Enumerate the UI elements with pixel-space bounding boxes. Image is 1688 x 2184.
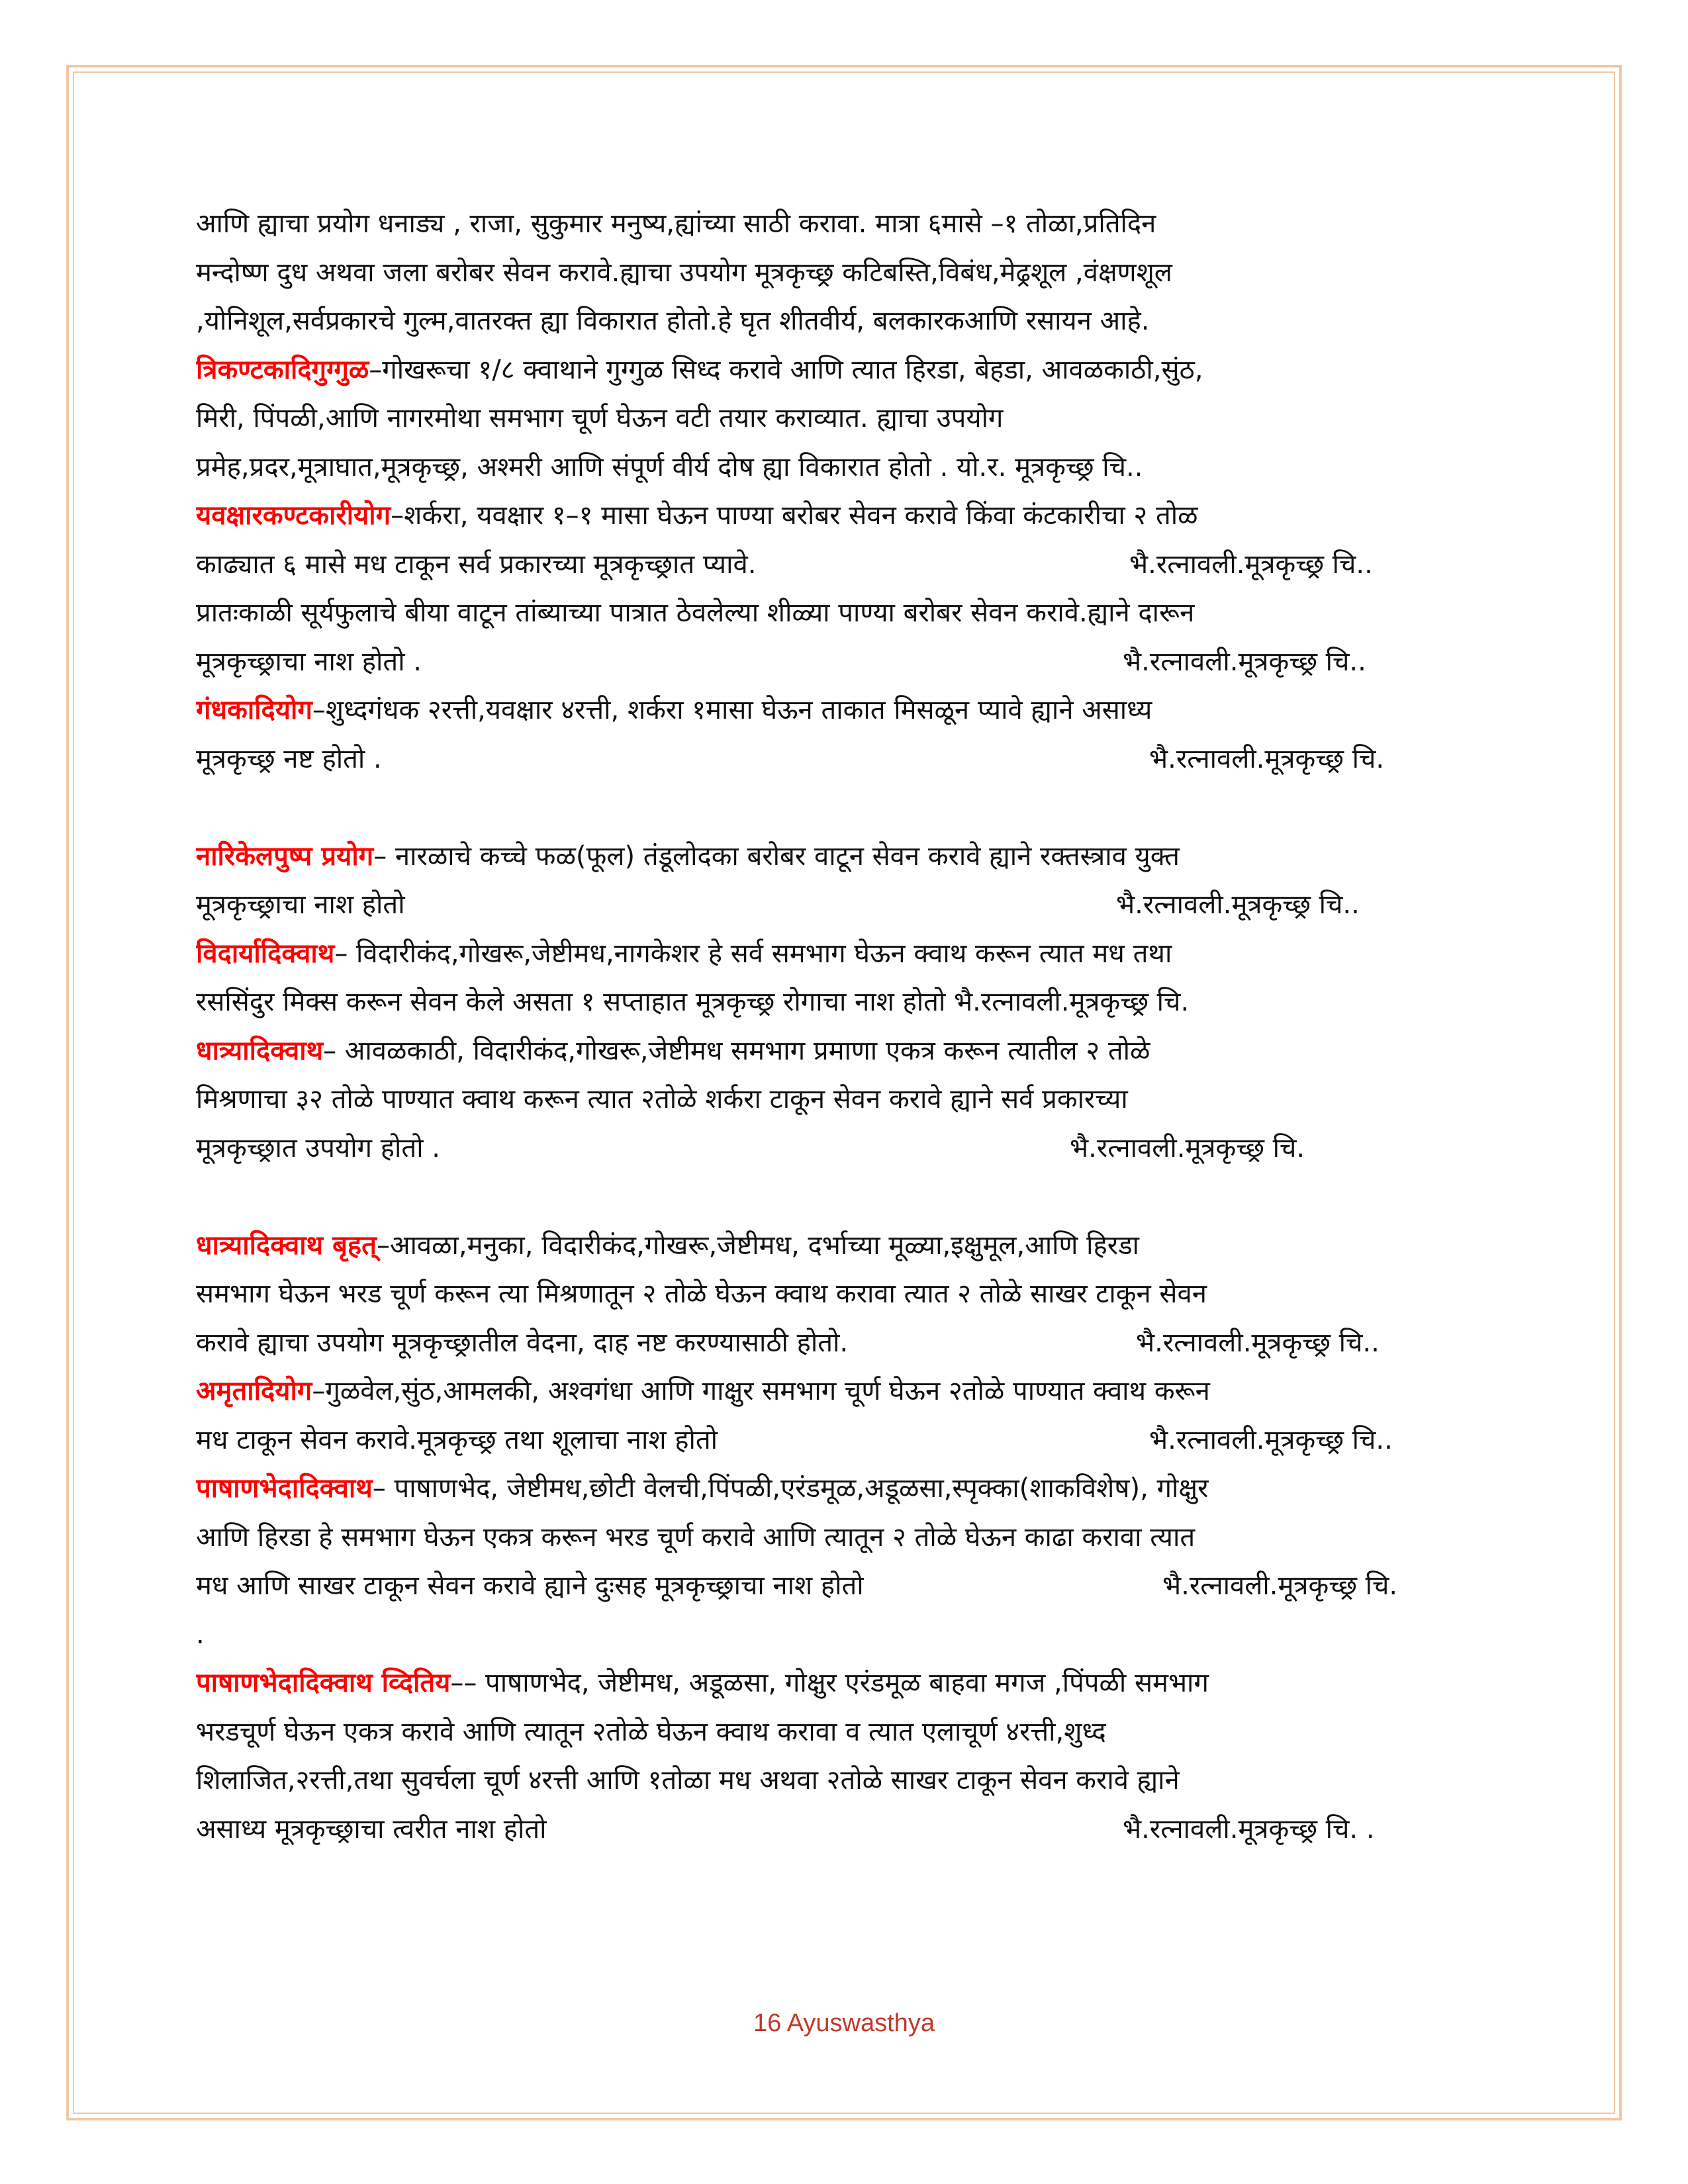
- recipe-heading-line: [196, 686, 1507, 735]
- text-line: [196, 978, 1507, 1027]
- text-line: [196, 1416, 1507, 1465]
- recipe-heading-line: [196, 930, 1507, 979]
- text-line: [196, 297, 1507, 346]
- text-line: [196, 1708, 1507, 1757]
- recipe-title: गंधकादियोग: [196, 695, 312, 725]
- document-body: [196, 200, 1507, 1854]
- text-line: [196, 1514, 1507, 1563]
- line-text: मिश्रणाचा ३२ तोळे पाण्यात क्वाथ करून त्यात २तोळे शर्करा टाकून सेवन करावे ह्याने सर्व प्रकारच्या: [196, 1084, 1128, 1115]
- line-text: –आवळा,मनुका, विदारीकंद,गोखरू,जेष्टीमध, दर्भाच्या मूळ्या,इक्षुमूल,आणि हिरडा: [376, 1230, 1139, 1261]
- recipe-title: यवक्षारकण्टकारीयोग: [196, 500, 391, 531]
- text-line: [196, 589, 1507, 638]
- text-line: [196, 443, 1507, 492]
- line-text: असाध्य मूत्रकृच्छ्राचा त्वरीत नाश होतो: [196, 1813, 547, 1844]
- recipe-heading-line: [196, 346, 1507, 395]
- line-text: आणि हिरडा हे समभाग घेऊन एकत्र करून भरड चूर्ण करावे आणि त्यातून २ तोळे घेऊन काढा करावा त्यात: [196, 1522, 1196, 1553]
- line-text: ,योनिशूल,सर्वप्रकारचे गुल्म,वातरक्त ह्या विकारात होतो.हे घृत शीतवीर्य, बलकारकआणि रसायन आहे.: [196, 306, 1150, 336]
- line-text: – आवळकाठी, विदारीकंद,गोखरू,जेष्टीमध समभाग प्रमाणा एकत्र करून त्यातील २ तोळे: [323, 1035, 1150, 1066]
- line-text: प्रातःकाळी सूर्यफुलाचे बीया वाटून तांब्याच्या पात्रात ठेवलेल्या शीळ्या पाण्या बरोबर सेवन करावे.ह्याने दारून: [196, 598, 1195, 628]
- text-line: [196, 394, 1507, 443]
- line-text: – विदारीकंद,गोखरू,जेष्टीमध,नागकेशर हे सर्व समभाग घेऊन क्वाथ करून त्यात मध तथा: [334, 938, 1172, 969]
- text-line: [196, 1611, 1507, 1660]
- recipe-heading-line: [196, 1465, 1507, 1514]
- line-text: – नारळाचे कच्चे फळ(फूल) तंडूलोदका बरोबर वाटून सेवन करावे ह्याने रक्तस्त्राव युक्त: [373, 841, 1180, 872]
- text-line: [196, 249, 1507, 298]
- paragraph-gap: [196, 1173, 1507, 1222]
- text-line: [196, 541, 1507, 590]
- recipe-heading-line: [196, 492, 1507, 541]
- recipe-title: विदार्यादिक्वाथ: [196, 938, 335, 969]
- text-line: [196, 1805, 1507, 1854]
- line-text: शिलाजित,२रत्ती,तथा सुवर्चला चूर्ण ४रत्ती आणि १तोळा मध अथवा २तोळे साखर टाकून सेवन करावे ह्याने: [196, 1765, 1180, 1796]
- line-text: –– पाषाणभेद, जेष्टीमध, अडूळसा, गोक्षुर एरंडमूळ बाहवा मगज ,पिंपळी समभाग: [450, 1668, 1209, 1698]
- line-text: आणि ह्याचा प्रयोग धनाड्य , राजा, सुकुमार मनुष्य,ह्यांच्या साठी करावा. मात्रा ६मासे –१ तोळा,प्रतिदिन: [196, 208, 1156, 239]
- line-text: भरडचूर्ण घेऊन एकत्र करावे आणि त्यातून २तोळे घेऊन क्वाथ करावा व त्यात एलाचूर्ण ४रत्ती,शुध्द: [196, 1716, 1106, 1747]
- citation-reference: भै.रत्नावली.मूत्रकृच्छ्र चि..: [1116, 889, 1360, 920]
- recipe-title: त्रिकण्टकादिगुग्गुळ: [196, 354, 369, 385]
- line-text: मन्दोष्ण दुध अथवा जला बरोबर सेवन करावे.ह्याचा उपयोग मूत्रकृच्छ्र कटिबस्ति,विबंध,मेढ्रशूल ,वंक्षणशूल: [196, 257, 1172, 288]
- citation-reference: भै.रत्नावली.मूत्रकृच्छ्र चि.: [1070, 1132, 1305, 1163]
- text-line: [196, 1756, 1507, 1805]
- recipe-heading-line: [196, 1367, 1507, 1416]
- line-text: मध टाकून सेवन करावे.मूत्रकृच्छ्र तथा शूलाचा नाश होतो: [196, 1424, 718, 1455]
- citation-reference: भै.रत्नावली.मूत्रकृच्छ्र चि.: [1162, 1570, 1398, 1601]
- text-line: [196, 1124, 1507, 1173]
- citation-reference: भै.रत्नावली.मूत्रकृच्छ्र चि..: [1123, 646, 1366, 677]
- text-line: [196, 1562, 1507, 1611]
- line-text: रससिंदुर मिक्स करून सेवन केले असता १ सप्ताहात मूत्रकृच्छ्र रोगाचा नाश होतो भै.रत्नावली.मूत्रकृच्छ्र चि.: [196, 987, 1190, 1017]
- line-text: – पाषाणभेद, जेष्टीमध,छोटी वेलची,पिंपळी,एरंडमूळ,अडूळसा,स्पृक्का(शाकविशेष), गोक्षुर: [372, 1473, 1209, 1504]
- text-line: [196, 881, 1507, 930]
- recipe-title: पाषाणभेदादिक्वाथ व्दितिय: [196, 1668, 451, 1698]
- line-text: –गोखरूचा १/८ क्वाथाने गुग्गुळ सिध्द करावे आणि त्यात हिरडा, बेहडा, आवळकाठी,सुंठ,: [369, 354, 1203, 385]
- line-text: –शुध्दगंधक २रत्ती,यवक्षार ४रत्ती, शर्करा १मासा घेऊन ताकात मिसळून प्यावे ह्याने असाध्य: [312, 695, 1152, 725]
- recipe-title: अमृतादियोग: [196, 1376, 312, 1406]
- recipe-heading-line: [196, 1027, 1507, 1076]
- line-text: करावे ह्याचा उपयोग मूत्रकृच्छ्रातील वेदना, दाह नष्ट करण्यासाठी होतो.: [196, 1327, 849, 1358]
- recipe-heading-line: [196, 833, 1507, 882]
- text-line: [196, 1270, 1507, 1319]
- text-line: [196, 735, 1507, 784]
- line-text: मूत्रकृच्छ्र नष्ट होतो .: [196, 743, 382, 774]
- text-line: [196, 638, 1507, 687]
- recipe-title: धात्र्यादिक्वाथ: [196, 1035, 324, 1066]
- text-line: [196, 200, 1507, 249]
- line-text: समभाग घेऊन भरड चूर्ण करून त्या मिश्रणातून २ तोळे घेऊन क्वाथ करावा त्यात २ तोळे साखर टाकून सेवन: [196, 1279, 1207, 1309]
- line-text: प्रमेह,प्रदर,मूत्राघात,मूत्रकृच्छ्र, अश्मरी आणि संपूर्ण वीर्य दोष ह्या विकारात होतो . यो.र. मूत्रकृच्छ्र चि..: [196, 451, 1143, 482]
- paragraph-gap: [196, 784, 1507, 833]
- recipe-title: नारिकेलपुष्प प्रयोग: [196, 841, 374, 872]
- page-footer: 16 Ayuswasthya: [753, 2009, 935, 2037]
- citation-reference: भै.रत्नावली.मूत्रकृच्छ्र चि..: [1136, 1327, 1380, 1358]
- text-line: [196, 1319, 1507, 1368]
- citation-reference: भै.रत्नावली.मूत्रकृच्छ्र चि..: [1149, 1424, 1393, 1455]
- text-line: [196, 1075, 1507, 1124]
- recipe-title: पाषाणभेदादिक्वाथ: [196, 1473, 373, 1504]
- line-text: .: [196, 1619, 205, 1650]
- citation-reference: भै.रत्नावली.मूत्रकृच्छ्र चि..: [1129, 549, 1373, 580]
- line-text: –शर्करा, यवक्षार १–१ मासा घेऊन पाण्या बरोबर सेवन करावे किंवा कंटकारीचा २ तोळ: [391, 500, 1198, 531]
- line-text: मूत्रकृच्छ्राचा नाश होतो .: [196, 646, 422, 677]
- citation-reference: भै.रत्नावली.मूत्रकृच्छ्र चि.: [1149, 743, 1385, 774]
- line-text: काढ्यात ६ मासे मध टाकून सर्व प्रकारच्या मूत्रकृच्छ्रात प्यावे.: [196, 549, 757, 580]
- line-text: –गुळवेल,सुंठ,आमलकी, अश्वगंधा आणि गाक्षुर समभाग चूर्ण घेऊन २तोळे पाण्यात क्वाथ करून: [312, 1376, 1210, 1406]
- line-text: मध आणि साखर टाकून सेवन करावे ह्याने दुःसह मूत्रकृच्छ्राचा नाश होतो: [196, 1570, 864, 1601]
- line-text: मूत्रकृच्छ्रात उपयोग होतो .: [196, 1132, 440, 1163]
- recipe-title: धात्र्यादिक्वाथ बृहत्: [196, 1230, 377, 1261]
- recipe-heading-line: [196, 1222, 1507, 1271]
- line-text: मिरी, पिंपळी,आणि नागरमोथा समभाग चूर्ण घेऊन वटी तयार कराव्यात. ह्याचा उपयोग: [196, 403, 1004, 433]
- recipe-heading-line: [196, 1659, 1507, 1708]
- citation-reference: भै.रत्नावली.मूत्रकृच्छ्र चि. .: [1123, 1813, 1375, 1844]
- line-text: मूत्रकृच्छ्राचा नाश होतो: [196, 889, 405, 920]
